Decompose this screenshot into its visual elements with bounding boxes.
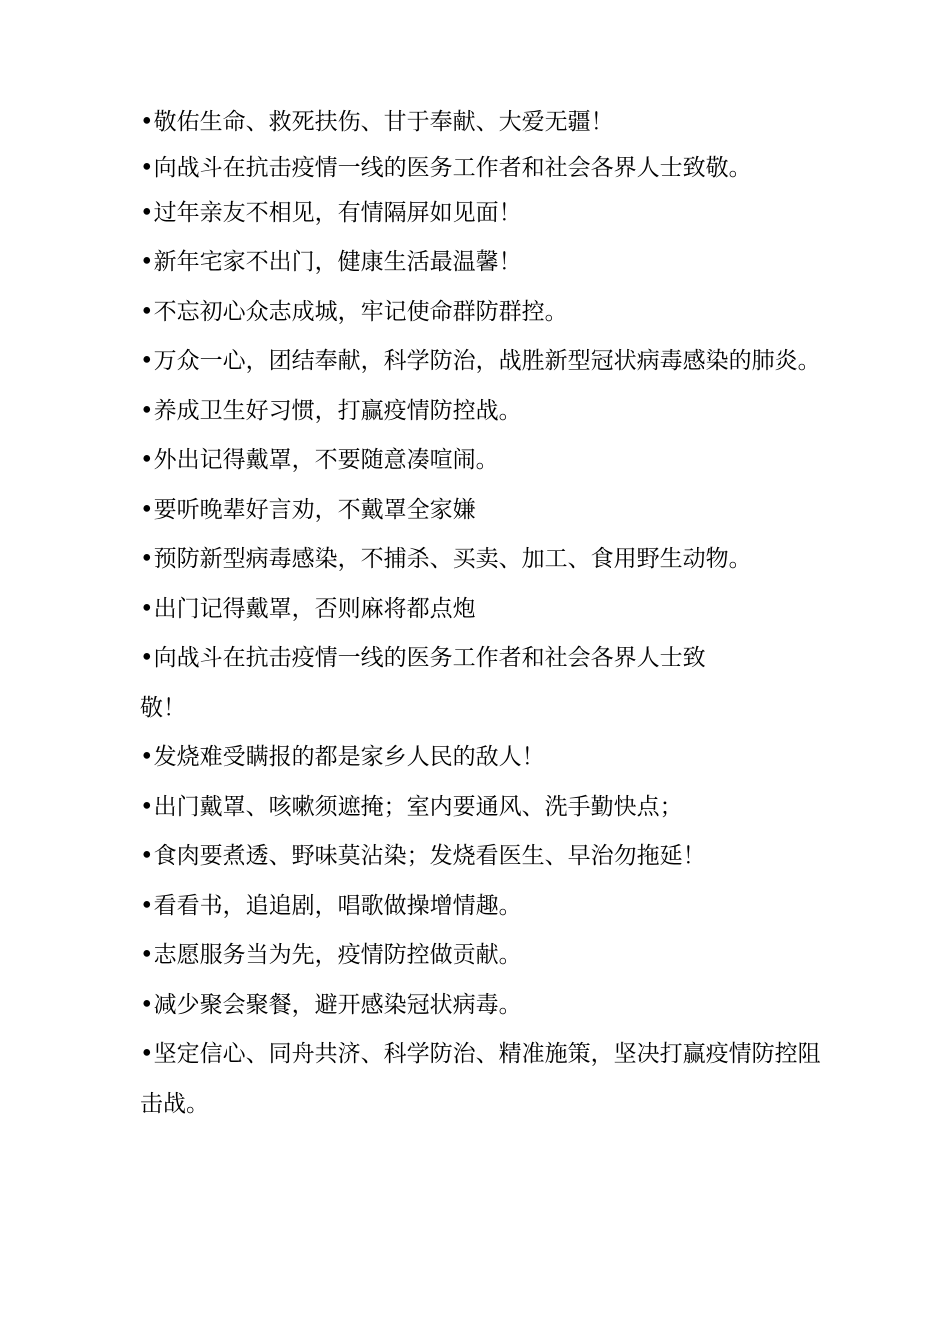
- list-item: [140, 337, 830, 387]
- slogan-text: 向战斗在抗击疫情一线的医务工作者和社会各界人士致敬。: [153, 154, 752, 181]
- bullet: •: [140, 744, 154, 770]
- bullet: •: [140, 348, 154, 374]
- bullet: •: [140, 546, 154, 572]
- list-item: [140, 585, 830, 635]
- bullet: •: [140, 199, 154, 226]
- bullet: •: [140, 496, 154, 523]
- list-item: [140, 486, 830, 536]
- list-item: [140, 288, 830, 338]
- list-item: [140, 634, 750, 733]
- list-item: [140, 981, 830, 1031]
- bullet: •: [140, 397, 154, 424]
- bullet: •: [140, 154, 154, 181]
- slogan-text: 坚定信心、同舟共济、科学防治、精准施策，坚决打赢疫情防控阻击战。: [140, 1041, 821, 1117]
- list-item: [140, 98, 830, 148]
- bullet: •: [140, 942, 154, 968]
- slogan-text: 减少聚会聚餐，避开感染冠状病毒。: [153, 991, 522, 1018]
- bullet: •: [140, 298, 154, 325]
- list-item: [140, 436, 830, 486]
- bullet: •: [140, 249, 154, 275]
- list-item: [140, 387, 830, 437]
- list-item: [140, 238, 830, 288]
- slogan-text: 过年亲友不相见，有情隔屏如见面！: [153, 199, 522, 226]
- list-item: [140, 733, 830, 783]
- bullet: •: [140, 843, 154, 869]
- slogan-text: 出门记得戴罩，否则麻将都点炮: [153, 595, 476, 622]
- slogan-text: 敬佑生命、救死扶伤、甘于奉献、大爱无疆！: [153, 109, 614, 135]
- slogan-text: 向战斗在抗击疫情一线的医务工作者和社会各界人士致敬！: [140, 645, 706, 721]
- list-item: [140, 882, 830, 932]
- bullet: •: [140, 595, 154, 622]
- slogan-list: [140, 98, 830, 1129]
- slogan-text: 不忘初心众志成城，牢记使命群防群控。: [153, 298, 568, 325]
- list-item: [140, 148, 830, 189]
- bullet: •: [140, 1041, 154, 1067]
- list-item: [140, 535, 830, 585]
- slogan-text: 养成卫生好习惯，打赢疫情防控战。: [153, 397, 522, 424]
- bullet: •: [140, 109, 154, 135]
- slogan-text: 看看书，追追剧，唱歌做操增情趣。: [153, 892, 522, 919]
- slogan-text: 要听晚辈好言劝，不戴罩全家嫌: [153, 496, 476, 523]
- bullet: •: [140, 892, 154, 919]
- list-item: [140, 783, 830, 833]
- slogan-text: 出门戴罩、咳嗽须遮掩；室内要通风、洗手勤快点；: [153, 793, 683, 820]
- list-item: [140, 189, 830, 239]
- slogan-text: 发烧难受瞒报的都是家乡人民的敌人！: [153, 744, 545, 770]
- slogan-text: 新年宅家不出门，健康生活最温馨！: [153, 249, 522, 275]
- bullet: •: [140, 991, 154, 1018]
- bullet: •: [140, 793, 154, 820]
- bullet: •: [140, 447, 154, 473]
- list-item: [140, 1030, 830, 1129]
- slogan-text: 预防新型病毒感染，不捕杀、买卖、加工、食用野生动物。: [153, 546, 752, 572]
- list-item: [140, 931, 830, 981]
- slogan-text: 志愿服务当为先，疫情防控做贡献。: [153, 942, 522, 968]
- slogan-text: 万众一心，团结奉献，科学防治，战胜新型冠状病毒感染的肺炎。: [153, 348, 821, 374]
- slogan-text: 食肉要煮透、野味莫沾染；发烧看医生、早治勿拖延！: [153, 843, 706, 869]
- list-item: [140, 832, 830, 882]
- bullet: •: [140, 645, 154, 671]
- slogan-text: 外出记得戴罩，不要随意凑喧闹。: [153, 447, 499, 473]
